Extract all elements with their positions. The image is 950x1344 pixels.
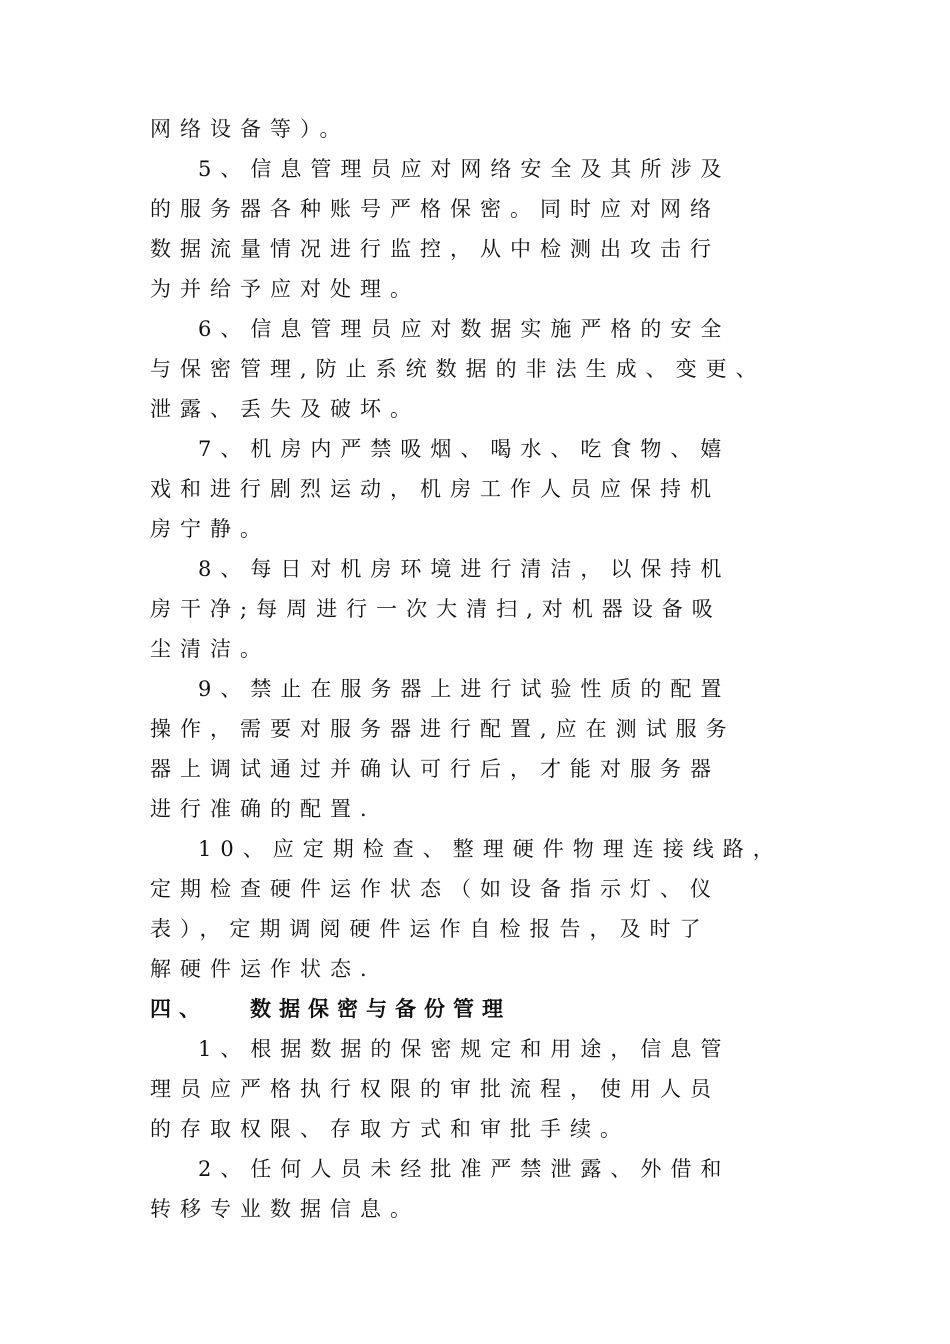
section-title: 数据保密与备份管理: [250, 996, 511, 1021]
text-line: 1、根据数据的保密规定和用途，信息管: [198, 1037, 731, 1061]
text-line: 戏和进行剧烈运动，机房工作人员应保持机: [150, 477, 720, 501]
text-line: 网络设备等）。: [150, 117, 350, 141]
text-line: 尘清洁。: [150, 637, 270, 661]
text-line: 泄露、丢失及破坏。: [150, 397, 420, 421]
text-line: 房干净;每周进行一次大清扫,对机器设备吸: [150, 597, 722, 621]
text-line: 5、信息管理员应对网络安全及其所涉及: [198, 157, 731, 181]
text-line: 9、禁止在服务器上进行试验性质的配置: [198, 677, 731, 701]
text-line: 房宁静。: [150, 517, 270, 541]
section-heading: [150, 989, 820, 1029]
text-line: 为并给予应对处理。: [150, 277, 420, 301]
text-line: 的存取权限、存取方式和审批手续。: [150, 1117, 630, 1141]
text-line: 转移专业数据信息。: [150, 1197, 420, 1221]
text-line: 操作，需要对服务器进行配置,应在测试服务: [150, 717, 736, 741]
text-line: 解硬件运作状态.: [150, 957, 376, 981]
text-line: 数据流量情况进行监控，从中检测出攻击行: [150, 237, 720, 261]
text-line: 定期检查硬件运作状态（如设备指示灯、仪: [150, 877, 720, 901]
text-line: 10、应定期检查、整理硬件物理连接线路，: [198, 837, 783, 861]
text-line: 的服务器各种账号严格保密。同时应对网络: [150, 197, 720, 221]
text-line: 与保密管理,防止系统数据的非法生成、变更、: [150, 357, 766, 381]
text-line: 器上调试通过并确认可行后，才能对服务器: [150, 757, 720, 781]
text-line: 进行准确的配置.: [150, 797, 376, 821]
section-number: 四、: [150, 996, 208, 1021]
text-line: 6、信息管理员应对数据实施严格的安全: [198, 317, 731, 341]
text-line: 2、任何人员未经批准严禁泄露、外借和: [198, 1157, 731, 1181]
text-line: 表），定期调阅硬件运作自检报告，及时了: [150, 917, 710, 941]
text-line: 理员应严格执行权限的审批流程，使用人员: [150, 1077, 720, 1101]
text-line: 8、每日对机房环境进行清洁，以保持机: [198, 557, 731, 581]
text-line: 7、机房内严禁吸烟、喝水、吃食物、嬉: [198, 437, 731, 461]
document-body: [150, 109, 820, 1229]
